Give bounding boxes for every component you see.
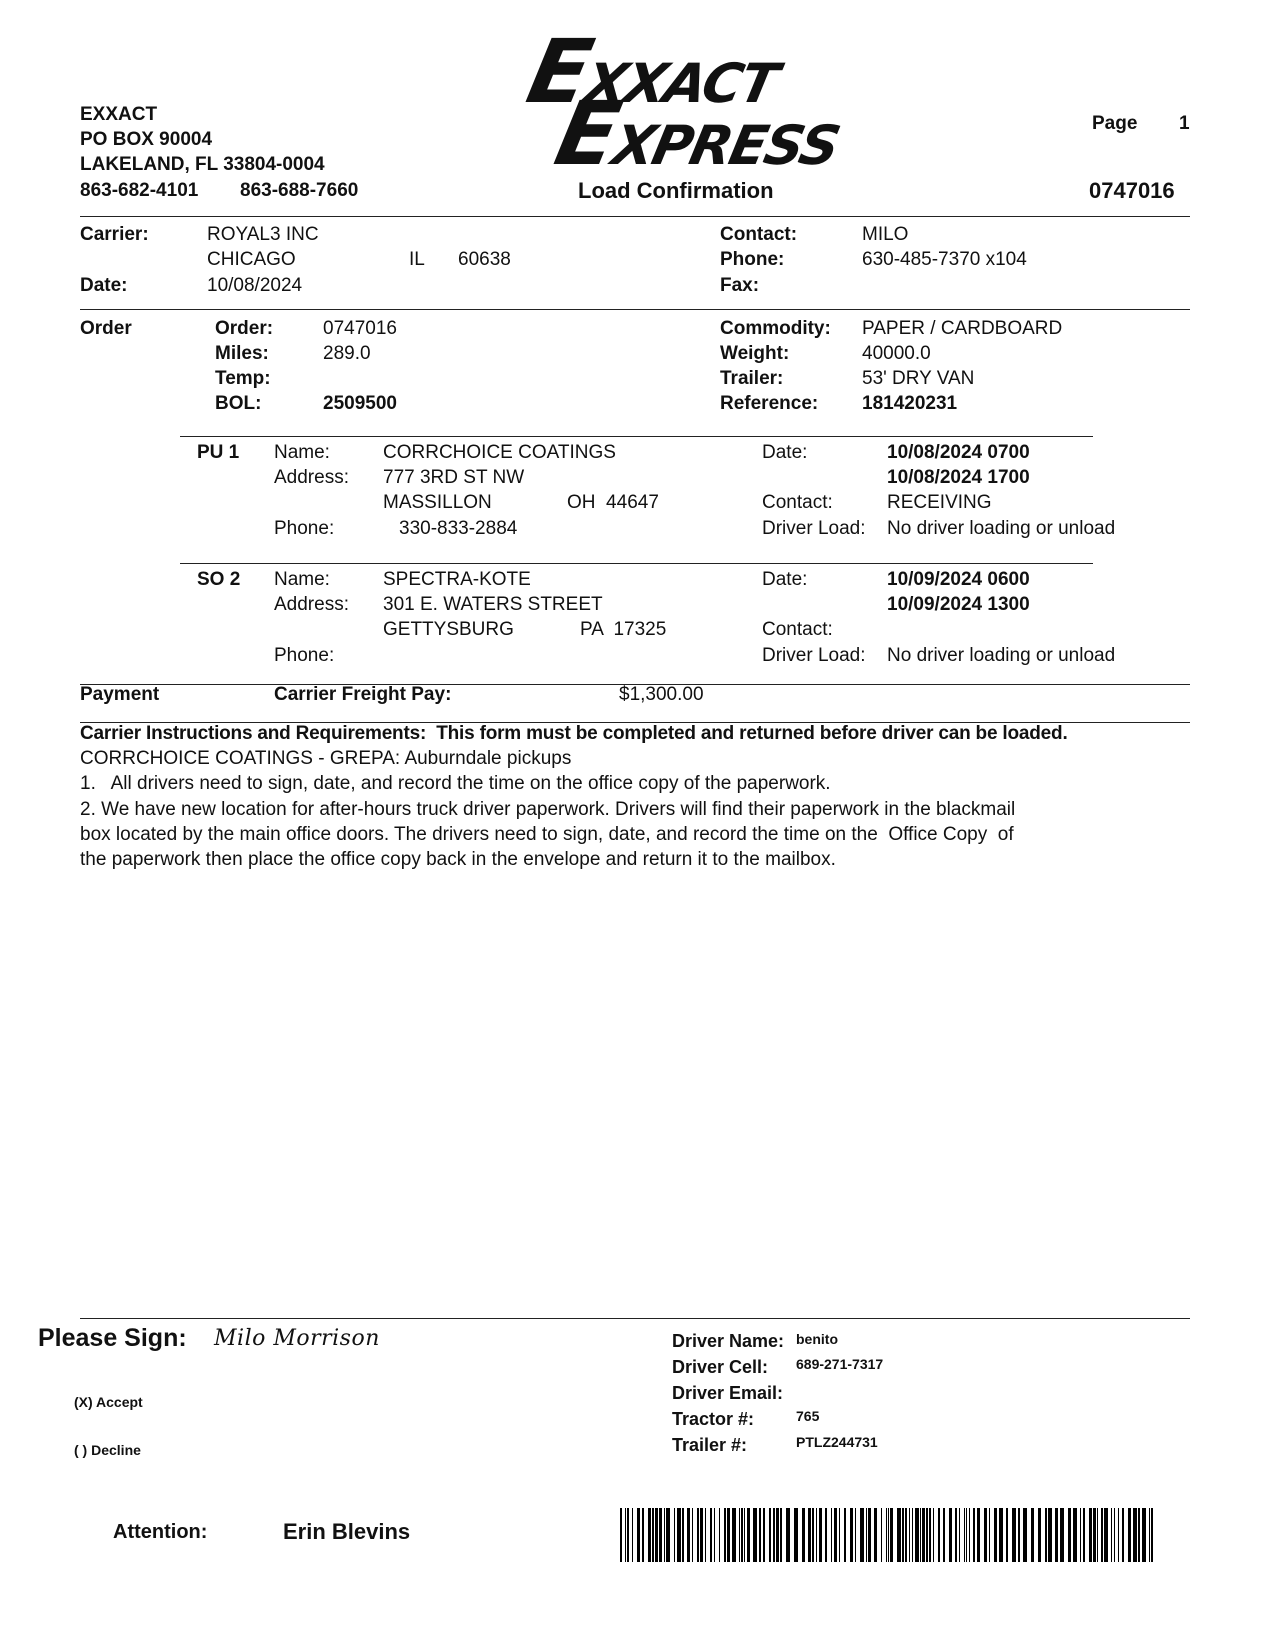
barcode bbox=[620, 1508, 1155, 1562]
instructions-line: box located by the main office doors. The drivers need to sign, date, and record the time on the Office Copy of bbox=[80, 824, 1014, 845]
stop-driver-load-label: Driver Load: bbox=[762, 645, 866, 666]
weight-value: 40000.0 bbox=[862, 343, 931, 364]
document-title: Load Confirmation bbox=[578, 178, 774, 203]
stop-driver-load: No driver loading or unload bbox=[887, 645, 1116, 666]
stop-name-label: Name: bbox=[274, 442, 330, 463]
barcode-bar bbox=[642, 1508, 644, 1562]
miles-value: 289.0 bbox=[323, 343, 371, 364]
barcode-bar bbox=[969, 1508, 970, 1562]
barcode-bar bbox=[741, 1508, 743, 1562]
divider bbox=[80, 216, 1190, 217]
barcode-bar bbox=[1006, 1508, 1008, 1562]
decline-option[interactable]: ( ) Decline bbox=[74, 1442, 141, 1458]
load-number: 0747016 bbox=[1089, 178, 1175, 203]
barcode-bar bbox=[868, 1508, 871, 1562]
instructions-line: 2. We have new location for after-hours truck driver paperwork. Drivers will find their paperwork in the blackmail bbox=[80, 799, 1016, 820]
stop-contact-label: Contact: bbox=[762, 492, 833, 513]
barcode-bar bbox=[819, 1508, 822, 1562]
instructions-line: the paperwork then place the office copy back in the envelope and return it to the mailbox. bbox=[80, 849, 836, 870]
barcode-bar bbox=[938, 1508, 940, 1562]
barcode-bar bbox=[769, 1508, 771, 1562]
barcode-bar bbox=[786, 1508, 790, 1562]
stop-phone-label: Phone: bbox=[274, 645, 335, 666]
stop-address-label: Address: bbox=[274, 594, 349, 615]
barcode-bar bbox=[922, 1508, 925, 1562]
barcode-bar bbox=[1068, 1508, 1071, 1562]
tractor-number: 765 bbox=[796, 1408, 820, 1424]
barcode-bar bbox=[1045, 1508, 1047, 1562]
temp-label: Temp: bbox=[215, 368, 271, 389]
stop-date-start: 10/09/2024 0600 bbox=[887, 569, 1030, 590]
barcode-bar bbox=[866, 1508, 867, 1562]
barcode-bar bbox=[687, 1508, 690, 1562]
signature-handwritten[interactable]: Milo Morrison bbox=[214, 1326, 380, 1351]
exxact-express-logo bbox=[519, 20, 844, 185]
barcode-bar bbox=[839, 1508, 840, 1562]
company-name: EXXACT bbox=[80, 104, 158, 125]
page-number: 1 bbox=[1179, 113, 1190, 134]
barcode-bar bbox=[1093, 1508, 1096, 1562]
barcode-bar bbox=[1149, 1508, 1150, 1562]
barcode-bar bbox=[1114, 1508, 1115, 1562]
barcode-bar bbox=[776, 1508, 779, 1562]
barcode-bar bbox=[1060, 1508, 1064, 1562]
freight-pay-amount: $1,300.00 bbox=[619, 684, 704, 705]
barcode-bar bbox=[1104, 1508, 1108, 1562]
barcode-bar bbox=[677, 1508, 681, 1562]
tractor-label: Tractor #: bbox=[672, 1409, 755, 1429]
stop-state-zip: OH 44647 bbox=[567, 492, 659, 513]
attention-name: Erin Blevins bbox=[283, 1519, 411, 1544]
barcode-bar bbox=[1142, 1508, 1146, 1562]
divider bbox=[80, 309, 1190, 310]
commodity-label: Commodity: bbox=[720, 318, 831, 339]
barcode-bar bbox=[1101, 1508, 1103, 1562]
barcode-bar bbox=[897, 1508, 901, 1562]
stop-date-end: 10/09/2024 1300 bbox=[887, 594, 1030, 615]
barcode-bar bbox=[844, 1508, 846, 1562]
barcode-bar bbox=[886, 1508, 887, 1562]
stop-name: SPECTRA-KOTE bbox=[383, 569, 531, 590]
stop-date-label: Date: bbox=[762, 442, 808, 463]
barcode-bar bbox=[964, 1508, 965, 1562]
barcode-bar bbox=[966, 1508, 967, 1562]
reference-value: 181420231 bbox=[862, 393, 958, 414]
barcode-bar bbox=[753, 1508, 757, 1562]
barcode-bar bbox=[666, 1508, 670, 1562]
barcode-bar bbox=[732, 1508, 736, 1562]
date-label: Date: bbox=[80, 275, 128, 296]
barcode-bar bbox=[929, 1508, 931, 1562]
stop-driver-load-label: Driver Load: bbox=[762, 518, 866, 539]
barcode-bar bbox=[959, 1508, 960, 1562]
barcode-bar bbox=[802, 1508, 805, 1562]
barcode-bar bbox=[1111, 1508, 1112, 1562]
trailer-value: 53' DRY VAN bbox=[862, 368, 975, 389]
carrier-state: IL bbox=[409, 249, 425, 270]
company-address-line2: LAKELAND, FL 33804-0004 bbox=[80, 154, 325, 175]
stop-name-label: Name: bbox=[274, 569, 330, 590]
stop-street: 777 3RD ST NW bbox=[383, 467, 525, 488]
barcode-bar bbox=[999, 1508, 1003, 1562]
barcode-bar bbox=[881, 1508, 882, 1562]
company-address-line1: PO BOX 90004 bbox=[80, 129, 213, 150]
barcode-bar bbox=[652, 1508, 654, 1562]
please-sign-label: Please Sign: bbox=[38, 1324, 187, 1352]
driver-trailer-label: Trailer #: bbox=[672, 1435, 748, 1455]
barcode-bar bbox=[1023, 1508, 1027, 1562]
barcode-bar bbox=[744, 1508, 745, 1562]
driver-trailer-number: PTLZ244731 bbox=[796, 1434, 878, 1450]
barcode-bar bbox=[625, 1508, 626, 1562]
barcode-bar bbox=[825, 1508, 827, 1562]
freight-pay-label: Carrier Freight Pay: bbox=[274, 684, 452, 705]
stop-date-end: 10/08/2024 1700 bbox=[887, 467, 1030, 488]
stop-city: GETTYSBURG bbox=[383, 619, 514, 640]
barcode-bar bbox=[902, 1508, 904, 1562]
bol-label: BOL: bbox=[215, 393, 262, 414]
barcode-bar bbox=[888, 1508, 889, 1562]
order-number: 0747016 bbox=[323, 318, 397, 339]
weight-label: Weight: bbox=[720, 343, 790, 364]
barcode-bar bbox=[926, 1508, 928, 1562]
barcode-bar bbox=[850, 1508, 853, 1562]
instructions-line: 1. All drivers need to sign, date, and record the time on the office copy of the paperwork. bbox=[80, 773, 831, 794]
stop-date-start: 10/08/2024 0700 bbox=[887, 442, 1030, 463]
barcode-bar bbox=[773, 1508, 775, 1562]
stop-contact: RECEIVING bbox=[887, 492, 992, 513]
barcode-bar bbox=[816, 1508, 817, 1562]
barcode-bar bbox=[831, 1508, 832, 1562]
barcode-bar bbox=[1089, 1508, 1092, 1562]
barcode-bar bbox=[739, 1508, 740, 1562]
barcode-bar bbox=[727, 1508, 730, 1562]
barcode-bar bbox=[834, 1508, 837, 1562]
barcode-bar bbox=[1083, 1508, 1085, 1562]
carrier-zip: 60638 bbox=[458, 249, 511, 270]
driver-name-label: Driver Name: bbox=[672, 1331, 785, 1351]
barcode-bar bbox=[780, 1508, 782, 1562]
barcode-bar bbox=[1151, 1508, 1153, 1562]
barcode-bar bbox=[759, 1508, 761, 1562]
barcode-bar bbox=[719, 1508, 720, 1562]
barcode-bar bbox=[620, 1508, 622, 1562]
phone-label: Phone: bbox=[720, 249, 785, 270]
barcode-bar bbox=[692, 1508, 693, 1562]
stop-phone: 330-833-2884 bbox=[399, 518, 518, 539]
barcode-bar bbox=[1097, 1508, 1098, 1562]
stop-phone-label: Phone: bbox=[274, 518, 335, 539]
logo-line-1: EXXACT bbox=[519, 20, 783, 123]
logo-line-2: EXPRESS bbox=[547, 82, 844, 185]
barcode-bar bbox=[710, 1508, 712, 1562]
barcode-bar bbox=[812, 1508, 814, 1562]
barcode-bar bbox=[794, 1508, 798, 1562]
company-phone-2: 863-688-7660 bbox=[240, 180, 359, 201]
barcode-bar bbox=[664, 1508, 665, 1562]
driver-cell: 689-271-7317 bbox=[796, 1356, 884, 1372]
barcode-bar bbox=[674, 1508, 675, 1562]
barcode-bar bbox=[933, 1508, 934, 1562]
barcode-bar bbox=[984, 1508, 987, 1562]
barcode-bar bbox=[874, 1508, 877, 1562]
divider bbox=[180, 563, 1093, 564]
barcode-bar bbox=[1138, 1508, 1140, 1562]
barcode-bar bbox=[747, 1508, 750, 1562]
carrier-city: CHICAGO bbox=[207, 249, 296, 270]
stop-city: MASSILLON bbox=[383, 492, 492, 513]
carrier-contact: MILO bbox=[862, 224, 909, 245]
barcode-bar bbox=[905, 1508, 907, 1562]
stop-driver-load: No driver loading or unload bbox=[887, 518, 1116, 539]
barcode-bar bbox=[1073, 1508, 1077, 1562]
miles-label: Miles: bbox=[215, 343, 269, 364]
barcode-bar bbox=[955, 1508, 957, 1562]
barcode-bar bbox=[637, 1508, 640, 1562]
barcode-bar bbox=[627, 1508, 629, 1562]
stop-state-zip: PA 17325 bbox=[580, 619, 667, 640]
barcode-bar bbox=[1018, 1508, 1020, 1562]
commodity-value: PAPER / CARDBOARD bbox=[862, 318, 1063, 339]
barcode-bar bbox=[655, 1508, 658, 1562]
barcode-bar bbox=[855, 1508, 856, 1562]
carrier-phone: 630-485-7370 x104 bbox=[862, 249, 1027, 270]
accept-option[interactable]: (X) Accept bbox=[74, 1394, 143, 1410]
barcode-bar bbox=[697, 1508, 699, 1562]
stop-name: CORRCHOICE COATINGS bbox=[383, 442, 616, 463]
barcode-bar bbox=[705, 1508, 706, 1562]
carrier-name: ROYAL3 INC bbox=[207, 224, 319, 245]
carrier-label: Carrier: bbox=[80, 224, 149, 245]
company-phone-1: 863-682-4101 bbox=[80, 180, 199, 201]
barcode-bar bbox=[1122, 1508, 1124, 1562]
barcode-bar bbox=[909, 1508, 910, 1562]
barcode-bar bbox=[1055, 1508, 1058, 1562]
barcode-bar bbox=[912, 1508, 913, 1562]
barcode-bar bbox=[724, 1508, 726, 1562]
bol-value: 2509500 bbox=[323, 393, 397, 414]
order-section-label: Order bbox=[80, 318, 132, 339]
instructions-line: CORRCHOICE COATINGS - GREPA: Auburndale pickups bbox=[80, 748, 572, 769]
barcode-bar bbox=[632, 1508, 633, 1562]
barcode-bar bbox=[973, 1508, 975, 1562]
barcode-bar bbox=[682, 1508, 684, 1562]
barcode-bar bbox=[1080, 1508, 1081, 1562]
stop-code: PU 1 bbox=[197, 442, 240, 463]
barcode-bar bbox=[1133, 1508, 1137, 1562]
driver-cell-label: Driver Cell: bbox=[672, 1357, 769, 1377]
stop-date-label: Date: bbox=[762, 569, 808, 590]
barcode-bar bbox=[989, 1508, 990, 1562]
stop-contact-label: Contact: bbox=[762, 619, 833, 640]
barcode-bar bbox=[890, 1508, 893, 1562]
stop-code: SO 2 bbox=[197, 569, 241, 590]
barcode-bar bbox=[808, 1508, 811, 1562]
barcode-bar bbox=[659, 1508, 662, 1562]
barcode-bar bbox=[915, 1508, 919, 1562]
stop-address-label: Address: bbox=[274, 467, 349, 488]
barcode-bar bbox=[1038, 1508, 1041, 1562]
barcode-bar bbox=[943, 1508, 945, 1562]
barcode-bar bbox=[994, 1508, 997, 1562]
barcode-bar bbox=[1048, 1508, 1052, 1562]
instructions-heading: Carrier Instructions and Requirements: This form must be completed and returned before driver can be loaded. bbox=[80, 723, 1068, 744]
barcode-bar bbox=[1118, 1508, 1119, 1562]
page-label: Page bbox=[1092, 113, 1138, 134]
barcode-bar bbox=[700, 1508, 703, 1562]
payment-section-label: Payment bbox=[80, 684, 160, 705]
stop-street: 301 E. WATERS STREET bbox=[383, 594, 603, 615]
barcode-bar bbox=[1031, 1508, 1034, 1562]
barcode-bar bbox=[1128, 1508, 1131, 1562]
order-label: Order: bbox=[215, 318, 274, 339]
driver-email-label: Driver Email: bbox=[672, 1383, 784, 1403]
barcode-bar bbox=[648, 1508, 651, 1562]
divider bbox=[80, 1318, 1190, 1319]
barcode-bar bbox=[977, 1508, 980, 1562]
barcode-bar bbox=[1012, 1508, 1016, 1562]
divider bbox=[180, 436, 1093, 437]
barcode-bar bbox=[763, 1508, 765, 1562]
carrier-date: 10/08/2024 bbox=[207, 275, 303, 296]
barcode-bar bbox=[714, 1508, 715, 1562]
barcode-bar bbox=[920, 1508, 921, 1562]
barcode-bar bbox=[860, 1508, 864, 1562]
barcode-bar bbox=[949, 1508, 952, 1562]
driver-name: benito bbox=[796, 1331, 838, 1347]
fax-label: Fax: bbox=[720, 275, 760, 296]
reference-label: Reference: bbox=[720, 393, 819, 414]
trailer-label: Trailer: bbox=[720, 368, 784, 389]
contact-label: Contact: bbox=[720, 224, 798, 245]
attention-label: Attention: bbox=[113, 1521, 208, 1543]
